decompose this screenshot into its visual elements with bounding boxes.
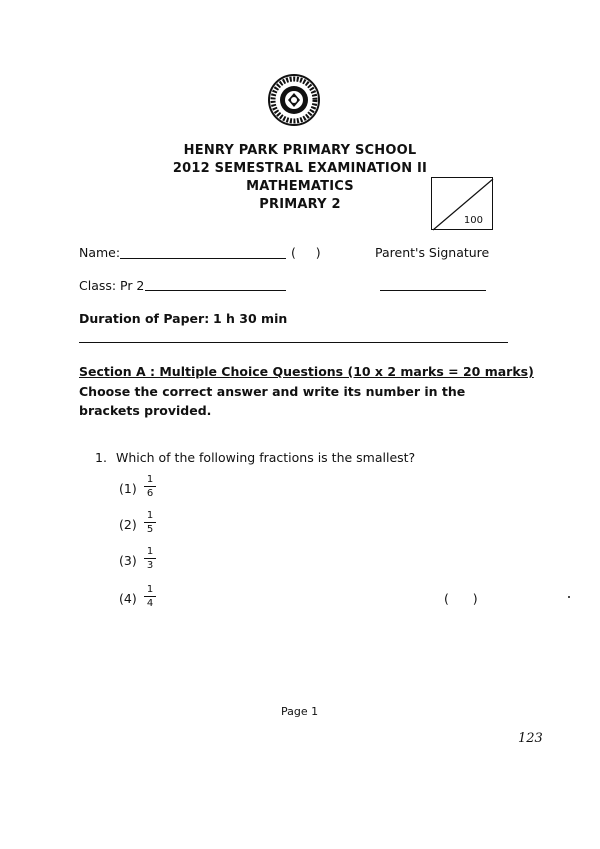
parent-signature-label: Parent's Signature [375, 245, 490, 260]
numerator: 1 [146, 474, 154, 485]
denominator: 5 [146, 524, 154, 535]
exam-title: 2012 SEMESTRAL EXAMINATION II [172, 161, 428, 176]
fraction-bar [144, 596, 156, 597]
score-box[interactable] [431, 177, 493, 230]
class-value: Pr 2 [120, 278, 145, 293]
section-a-heading: Section A : Multiple Choice Questions (10 x 2 marks = 20 marks) [79, 364, 534, 379]
register-number-brackets: ( ) [291, 245, 321, 260]
numerator: 1 [146, 584, 154, 595]
option-2-fraction [144, 510, 156, 535]
handwritten-mark: 123 [518, 731, 543, 746]
option-4-fraction [144, 584, 156, 609]
question-number: 1. [95, 450, 107, 465]
answer-brackets[interactable]: ( ) [444, 591, 478, 606]
numerator: 1 [146, 510, 154, 521]
option-1-fraction [144, 474, 156, 499]
fraction-bar [144, 486, 156, 487]
name-field[interactable] [120, 258, 286, 259]
level-title: PRIMARY 2 [259, 197, 341, 212]
section-a-instructions: Choose the correct answer and write its number in the brackets provided. [79, 384, 466, 418]
class-field[interactable] [145, 290, 286, 291]
option-3-fraction [144, 546, 156, 571]
duration-label: Duration of Paper: [79, 311, 210, 326]
numerator: 1 [146, 546, 154, 557]
class-label: Class: [79, 278, 117, 293]
name-label: Name: [79, 245, 121, 260]
header-divider [79, 342, 508, 343]
school-name: HENRY PARK PRIMARY SCHOOL [183, 143, 417, 158]
fraction-bar [144, 558, 156, 559]
option-2-label: (2) [119, 517, 137, 532]
option-1-label: (1) [119, 481, 137, 496]
denominator: 3 [146, 560, 154, 571]
denominator: 4 [146, 598, 154, 609]
question-text: Which of the following fractions is the smallest? [116, 450, 416, 465]
denominator: 6 [146, 488, 154, 499]
stray-dot [568, 596, 570, 598]
subject-title: MATHEMATICS [246, 179, 354, 194]
total-marks: 100 [463, 215, 483, 226]
fraction-bar [144, 522, 156, 523]
option-3-label: (3) [119, 553, 137, 568]
page-number: Page 1 [281, 705, 319, 718]
option-4-label: (4) [119, 591, 137, 606]
duration-value: 1 h 30 min [213, 311, 288, 326]
school-crest-logo [267, 73, 321, 127]
parent-signature-field[interactable] [380, 290, 486, 291]
